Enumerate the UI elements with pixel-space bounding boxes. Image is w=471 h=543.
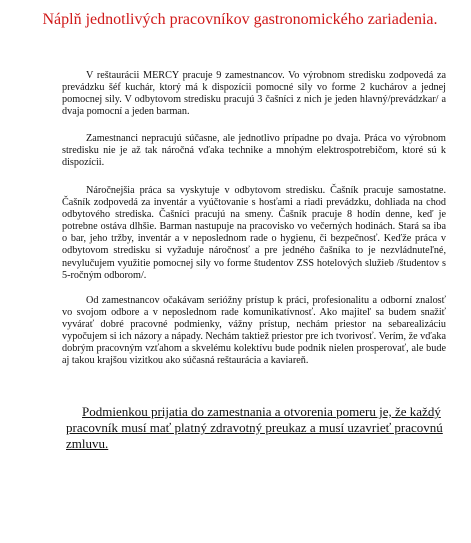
- paragraph-staff-overview: V reštaurácii MERCY pracuje 9 zamestnancov. Vo výrobnom stredisku zodpovedá za prevádzku šéf kuchár, ktorý má k dispozícii pomocné sily vo forme 2 kuchárov a jednej pomocnej sily. V odbytovom stredisku pracujú 3 čašníci z nich je jeden hlavný/prevádzkar/ a dvaja pomocní a jeden barman.: [62, 70, 446, 118]
- employment-condition-note: Podmienkou prijatia do zamestnania a otvorenia pomeru je, že každý pracovník musí mať platný zdravotný preukaz a musí uzavrieť pracovnú zmluvu.: [66, 404, 443, 451]
- document-title: Náplň jednotlivých pracovníkov gastronomického zariadenia.: [42, 11, 438, 28]
- paragraph-expectations: Od zamestnancov očakávam serióžny prístup k práci, profesionalitu a odborní znalosť vo svojom odbore a v neposlednom rade komunikatívnosť. Ako majiteľ sa budem snažiť vyvárať dobré pracovné podmienky, vážny prístup, nechám priestor na sebarealizáciu vypočujem si ich názory a nápady. Nechám taktiež priestor pre ich tvorivosť. Verím, že vďaka dobrým pracovným vzťahom a skvelému kolektívu bude podnik nielen prosperovať, ale bude aj takou krajšou vizitkou ako súčasná reštaurácia a kaviareň.: [62, 295, 446, 367]
- paragraph-work-shifts: Zamestnanci nepracujú súčasne, ale jednotlivo prípadne po dvaja. Práca vo výrobnom stredisku nie je až tak náročná vďaka technike a mnohým elektrospotrebičom, ktoré sú k dispozícii.: [62, 133, 446, 169]
- paragraph-service-duties: Náročnejšia práca sa vyskytuje v odbytovom stredisku. Čašník pracuje samostatne. Čašník zodpovedá za inventár a vyúčtovanie s hosťami a riadi prevádzku, dohliada na chod odbytového strediska. Čašníci pracujú na smeny. Čašník pracuje 8 hodín denne, keď je potrebne ostáva dlhšie. Barman nastupuje na pracovisko vo večerných hodinách. Stará sa iba o bar, jeho tržby, inventár a v neposlednom rade o hygienu, či bezpečnosť. Keďže práca v odbytovom stredisku si vyžaduje náročnosť a pre jedného čašníka to je nezvládnuteľné, nevylučujem využitie pomocnej sily vo forme študentov ZSS hotelových služieb /študentov s 5-ročným odborom/.: [62, 185, 446, 281]
